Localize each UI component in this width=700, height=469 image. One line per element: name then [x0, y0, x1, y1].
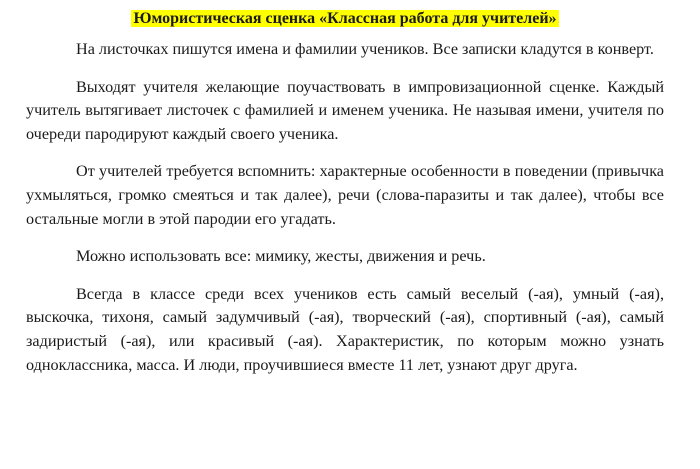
document-page: [26, 6, 664, 391]
title-line: [26, 6, 664, 32]
paragraph-4: Можно использовать все: мимику, жесты, движения и речь.: [76, 247, 486, 266]
paragraph-5: Всегда в классе среди всех учеников есть самый веселый (-ая), умный (-ая), выскочка, тихоня, самый задумчивый (-ая), творческий (-ая), спортивный (-ая), самый задиристый (-ая), или красивый (-ая). Характеристик, по которым можно узнать одноклассника, масса. И люди, проучившиеся вместе 11 лет, узнают друг друга.: [26, 284, 664, 374]
paragraph-3: От учителей требуется вспомнить: характерные особенности в поведении (привычка ухмыляться, громко смеяться и так далее), речи (слова-паразиты и так далее), чтобы все остальные могли в этой пародии его угадать.: [26, 162, 664, 228]
document-title: Юмористическая сценка «Классная работа для учителей»: [133, 10, 557, 27]
paragraph-1: На листочках пишутся имена и фамилии учеников. Все записки кладутся в конверт.: [76, 40, 654, 58]
paragraph-2: Выходят учителя желающие поучаствовать в импровизационной сценке. Каждый учитель вытягивает листочек с фамилией и именем ученика. Не называя имени, учителя по очереди пародируют каждый своего ученика.: [26, 77, 664, 143]
